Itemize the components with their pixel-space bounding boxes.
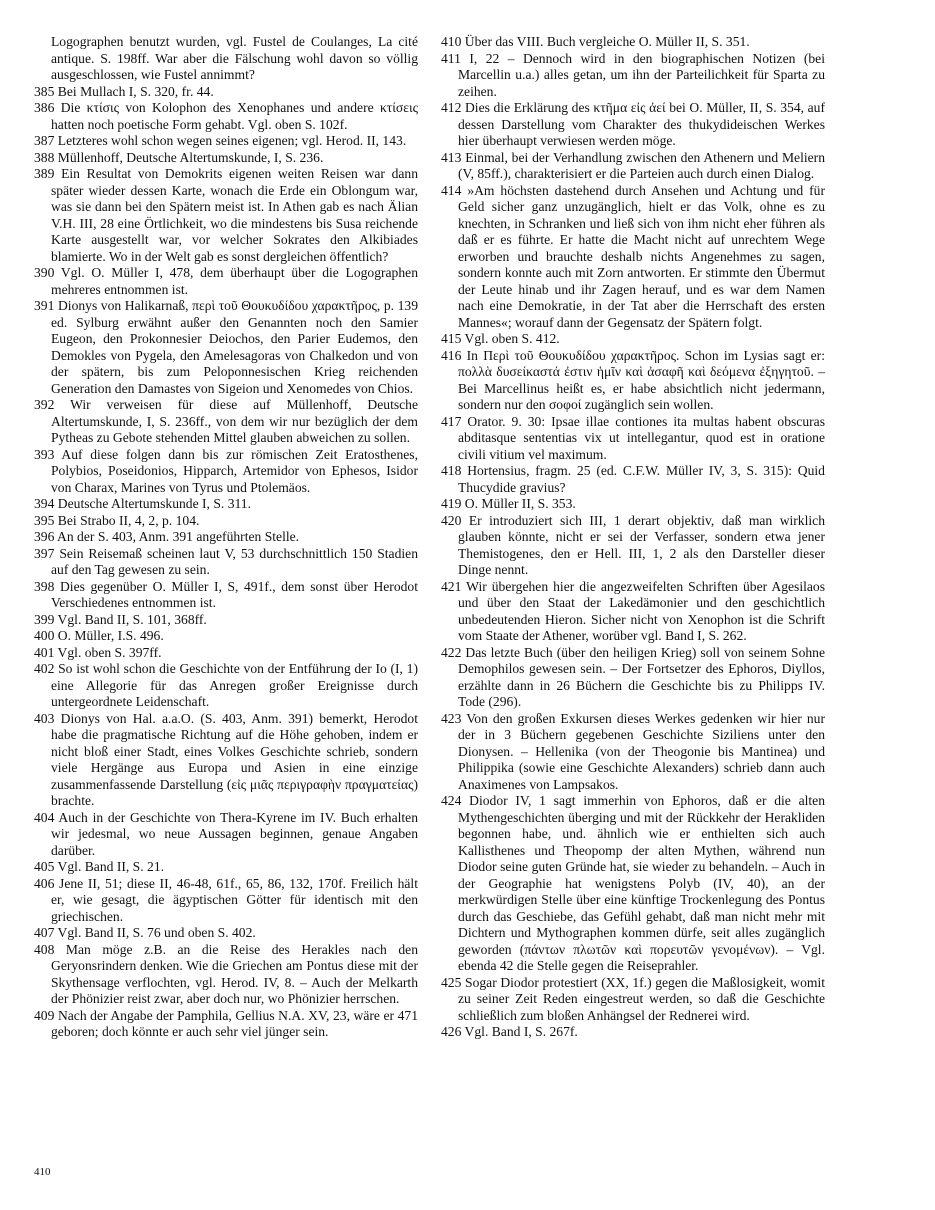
footnote-text: I, 22 – Dennoch wird in den biographischen Notizen (bei Marcellin u.a.) alles getan, um ihn der Parteilichkeit für Sparta zu zeihen. [458,50,825,99]
footnote-text: Vgl. oben S. 412. [464,331,560,346]
footnote [34,645,418,662]
footnote [34,265,418,298]
footnote [34,579,418,612]
footnote-number: 398 [34,578,55,594]
footnote [441,414,825,464]
left-column [34,34,418,1041]
footnote [34,100,418,133]
page-number: 410 [34,1166,51,1178]
footnote-text: Einmal, bei der Verhandlung zwischen den Athenern und Meliern (V, 85ff.), charakterisiert er die Parteien auch durch einen Dialog. [458,149,825,181]
footnote-text: Auf diese folgen dann bis zur römischen Zeit Eratosthenes, Polybios, Poseidonios, Hipparch, Artemidor von Ephesos, Isidor von Charax, Marines von Tyrus und Ptolemäos. [51,446,418,495]
footnote-number: 406 [34,875,55,891]
footnote [34,150,418,167]
footnote [34,447,418,497]
footnote-number: 420 [441,512,462,528]
footnote-text: So ist wohl schon die Geschichte von der Entführung der Io (I, 1) eine Allegorie für das Anregen großer Ereignisse durch untergeordnete Leidenschaft. [51,661,419,709]
footnote-number: 407 [34,925,55,940]
footnote-text: Von den großen Exkursen dieses Werkes gedenken wir hier nur der in 3 Büchern gegebenen Geschichte Siziliens unter den Dionysen. – Hellenika (von der Theogonie bis Mantinea) und Philippika (sowie eine Geschichte Alexanders) schrieb dann auch Anaximenes von Lampsakos. [458,710,825,792]
footnote-number: 421 [441,578,462,594]
footnote-text: Orator. 9. 30: Ipsae illae contiones ita multas habent obscuras abditasque sententias vix ut intellegantur, quod est in oratione civili vitium vel maximum. [458,413,825,462]
footnote-number: 416 [441,347,462,363]
footnote-number: 386 [34,100,55,115]
footnote-number: 399 [34,611,55,627]
footnote-text: Nach der Angabe der Pamphila, Gellius N.A. XV, 23, wäre er 471 geboren; doch könnte er auch sehr viel jünger sein. [51,1007,418,1039]
footnote-text: Vgl. Band II, S. 21. [57,859,165,874]
footnote [34,942,418,1008]
footnote-number: 413 [441,149,462,165]
footnote-number: 393 [34,446,55,462]
footnote-number: 402 [34,661,55,676]
footnote [441,331,825,348]
footnote [441,150,825,183]
footnote [441,348,825,414]
footnote [34,166,418,265]
footnote-number: 418 [441,463,462,478]
footnote [34,612,418,629]
footnote [441,183,825,332]
footnote [441,975,825,1025]
footnote [34,397,418,447]
footnote-text: Bei Strabo II, 4, 2, p. 104. [57,512,200,528]
footnote [34,133,418,150]
footnote-text: Auch in der Geschichte von Thera-Kyrene im IV. Buch erhalten wir jedesmal, wo neue Aussagen beginnen, genaue Angaben darüber. [51,809,418,858]
footnote-text: Sein Reisemaß scheinen laut V, 53 durchschnittlich 150 Stadien auf den Tag gewesen zu sein. [51,545,418,577]
footnote-text: Er introduziert sich III, 1 derart objektiv, daß man wirklich glauben könnte, nicht er sei der Verfasser, sondern etwa jener Themistogenes, den er Hell. III, 1, 2 als den Darsteller dieser Dinge nennt. [458,512,825,577]
footnote-number: 412 [441,100,462,115]
footnote-number: 411 [441,50,461,66]
footnote-number: 389 [34,166,55,181]
footnote-number: 426 [441,1024,462,1039]
footnote-text: Dies gegenüber O. Müller I, S, 491f., dem sonst über Herodot Verschiedenes entnommen ist. [51,578,418,610]
footnote-text: Logographen benutzt wurden, vgl. Fustel de Coulanges, La cité antique. S. 198ff. War aber die Fälschung wohl davon so völlig ausgeschlossen, wie Fustel annimmt? [51,34,418,82]
footnote [34,925,418,942]
footnote [441,793,825,975]
footnote [441,100,825,150]
footnote [441,711,825,794]
footnote [441,463,825,496]
footnote-number: 417 [441,413,462,429]
footnote [34,661,418,711]
footnote-number: 396 [34,529,55,544]
footnote-text: Vgl. Band II, S. 101, 368ff. [57,611,207,627]
footnote [34,1008,418,1041]
footnote-text: Dionys von Hal. a.a.O. (S. 403, Anm. 391) bemerkt, Herodot habe die pragmatische Richtung auf die Höhe gehoben, indem er nicht bloß einer Stadt, eines Volkes Geschichte schrieb, sondern viele Hergänge aus Europa und Asien in eine einzige zusammenfassende Darstellung (εἰς μιᾶς περιγραφὴν πραγματείας) brachte. [51,710,418,808]
footnote-text: Letzteres wohl schon wegen seines eigenen; vgl. Herod. II, 143. [57,133,407,148]
footnote [34,298,418,397]
footnote-number: 423 [441,710,462,726]
footnote-number: 401 [34,644,55,660]
footnote-text: Vgl. O. Müller I, 478, dem überhaupt über die Logographen mehreres entnommen ist. [51,265,418,297]
footnote [34,529,418,546]
footnote [441,513,825,579]
footnote-number: 408 [34,941,55,957]
footnote [34,546,418,579]
footnote-number: 387 [34,133,55,148]
footnote-number: 385 [34,83,55,99]
footnote [441,496,825,513]
footnote [34,34,418,84]
footnote-text: Wir übergehen hier die angezweifelten Schriften über Agesilaos und über den Staat der Lakedämonier und den geschichtlich unbedeutenden Hieron. Sicher nicht von Xenophon ist die Schrift vom Staate der Athener, worüber vgl. Band I, S. 262. [458,578,825,643]
footnote-number: 409 [34,1007,55,1023]
footnote-text: Deutsche Altertumskunde I, S. 311. [57,496,251,511]
footnote-number: 404 [34,809,55,825]
footnote-number: 397 [34,545,55,561]
footnote-text: In Περὶ τοῦ Θουκυδίδου χαρακτῆρος. Schon im Lysias sagt er: πολλὰ δυσείκαστά ἐστιν ἡμῖν καὶ ἀσαφῆ καὶ δεόμενα ἐξηγητοῦ. – Bei Marcellinus heißt es, er habe absichtlich nicht jedermann, sondern nur den σοφοί zugänglich sein wollen. [458,347,825,412]
footnote-text: Ein Resultat von Demokrits eigenen weiten Reisen war dann später wieder dessen Karte, wonach die Erde ein Oblongum war, was sie dann bei den Spätern meist ist. In Athen gab es nach Älian V.H. III, 28 eine Örtlichkeit, wo die mindestens bis Susa reichende Karte ausgestellt war, vor welcher Sokrates den Alkibiades blamierte. Wo in der Welt gab es sonst dergleichen öffentlich? [51,166,418,264]
footnote-number: 400 [34,628,55,643]
footnote-text: Jene II, 51; diese II, 46-48, 61f., 65, 86, 132, 170f. Freilich hält er, wie gesagt, die ägyptischen Götter für identisch mit den griechischen. [51,875,418,924]
footnote [34,711,418,810]
footnote-text: Dionys von Halikarnaß, περὶ τοῦ Θουκυδίδου χαρακτῆρος, p. 139 ed. Sylburg erwähnt außer den Genannten noch den Samier Eugeon, den Prokonnesier Deiochos, den Parier Eudemos, den Demokles von Pygela, den Amelesagoras von Chalkedon und von der spätern, bis zum Peloponnesischen Krieg reichenden Generation den Damastes von Sigeion und Xenomedes von Chios. [51,298,418,396]
footnote-number: 392 [34,397,55,412]
footnote-text: Bei Mullach I, S. 320, fr. 44. [57,83,214,99]
footnote-number: 395 [34,512,55,528]
footnote-number: 414 [441,182,462,198]
right-column [441,34,825,1041]
footnote-number: 388 [34,149,55,165]
footnote-text: Das letzte Buch (über den heiligen Krieg) soll von seinem Sohne Demophilos gewesen sein. – Der Fortsetzer des Ephoros, Diyllos, erzählte dann in 26 Büchern die Geschichte bis zu Philipps IV. Tode (296). [458,644,825,709]
footnote [441,51,825,101]
footnote [441,34,825,51]
footnote-text: Dies die Erklärung des κτῆμα εἰς ἀεί bei O. Müller, II, S. 354, auf dessen Darstellung vom Charakter des thukydideischen Werkes hier überhaupt verwiesen werden möge. [458,100,825,148]
footnote-number: 419 [441,496,462,511]
footnote-text: Vgl. Band I, S. 267f. [464,1024,578,1039]
footnote-number: 424 [441,793,462,808]
footnote-number: 391 [34,298,55,313]
footnote-text: Man möge z.B. an die Reise des Herakles nach den Geryonsrindern denken. Wie die Griechen am Pontus diese mit der Skythensage verflochten, vgl. Herod. IV, 8. – Auch der Melkarth der Phönizier reist zwar, aber doch nur, wo Phönizier herrschen. [51,941,418,1006]
footnote-text: An der S. 403, Anm. 391 angeführten Stelle. [57,529,300,544]
footnote-text: Wir verweisen für diese auf Müllenhoff, Deutsche Altertumskunde, I, S. 236ff., von dem wir nur bezüglich der dem Pytheas zu Gebote stehenden Mittel glauben abweichen zu sollen. [51,397,418,445]
footnote-text: O. Müller, I.S. 496. [57,628,164,643]
footnote [34,496,418,513]
footnote [34,628,418,645]
footnote-text: Über das VIII. Buch vergleiche O. Müller II, S. 351. [464,34,750,49]
footnote-number: 410 [441,34,462,49]
footnote-text: »Am höchsten dastehend durch Ansehen und Achtung und für Geld sicher ganz unzugänglich, hielt er das Volk, ohne es zu knechten, in Schranken und ließ sich von ihm nicht eher führen als daß er es führte. Er hatte die Macht nicht auf unrechtem Wege erworben und brauchte deshalb nichts Angenehmes zu sagen, sondern konnte auch mit Zorn antworten. Er stimmte den Übermut der Leute hinab und ihr Zagen herauf, und es war dem Namen nach eine Demokratie, in der Tat aber die Herrschaft des ersten Mannes«; worauf dann der Gegensatz der Spätern folgt. [458,182,825,330]
footnote-number: 415 [441,331,462,346]
footnote-number: 390 [34,265,55,280]
footnote-text: Hortensius, fragm. 25 (ed. C.F.W. Müller IV, 3, S. 315): Quid Thucydide gravius? [458,463,825,495]
footnote-text: Vgl. oben S. 397ff. [57,644,162,660]
footnote [441,645,825,711]
footnote [34,810,418,860]
footnote-text: Diodor IV, 1 sagt immerhin von Ephoros, daß er die alten Mythengeschichten überging und mit der Rückkehr der Herakliden begonnen habe, und. ähnlich wie er enthielten sich auch Kallisthenes und Theopomp der alten Mythen, während nun Diodor seine guten Gründe hat, sie wieder zu behandeln. – Auch in der Geographie hat wenigstens Polyb (IV, 40), an der merkwürdigen Stelle über eine künftige Trockenlegung des Pontus durch das Geschiebe, das Gefühl gehabt, daß man nicht mehr mit Dichtern und Mythographen kommen dürfe, seit alles zugänglich geworden (πάντων πλωτῶν καὶ πορευτῶν γενομένων). – Vgl. ebenda 42 die Stelle gegen die Reiseprahler. [458,793,825,973]
footnote-text: Die κτίσις von Kolophon des Xenophanes und andere κτίσεις hatten noch poetische Form gehabt. Vgl. oben S. 102f. [51,100,418,132]
footnote-number: 394 [34,496,55,511]
footnote-number: 403 [34,710,55,726]
footnote [441,579,825,645]
footnote [34,513,418,530]
footnote-number: 405 [34,859,55,874]
footnote [441,1024,825,1041]
footnote-text: Müllenhoff, Deutsche Altertumskunde, I, S. 236. [57,149,324,165]
footnote-text: Vgl. Band II, S. 76 und oben S. 402. [57,925,256,940]
footnote-text: Sogar Diodor protestiert (XX, 1f.) gegen die Maßlosigkeit, womit zu seiner Zeit Reden eingestreut werden, so daß die Geschichte schließlich zum bloßen Anhängsel der Rednerei wird. [458,974,826,1023]
footnote-text: O. Müller II, S. 353. [464,496,576,511]
footnote-number: 425 [441,974,462,990]
footnote [34,859,418,876]
footnote [34,876,418,926]
footnote-number: 422 [441,644,462,660]
footnote [34,84,418,101]
